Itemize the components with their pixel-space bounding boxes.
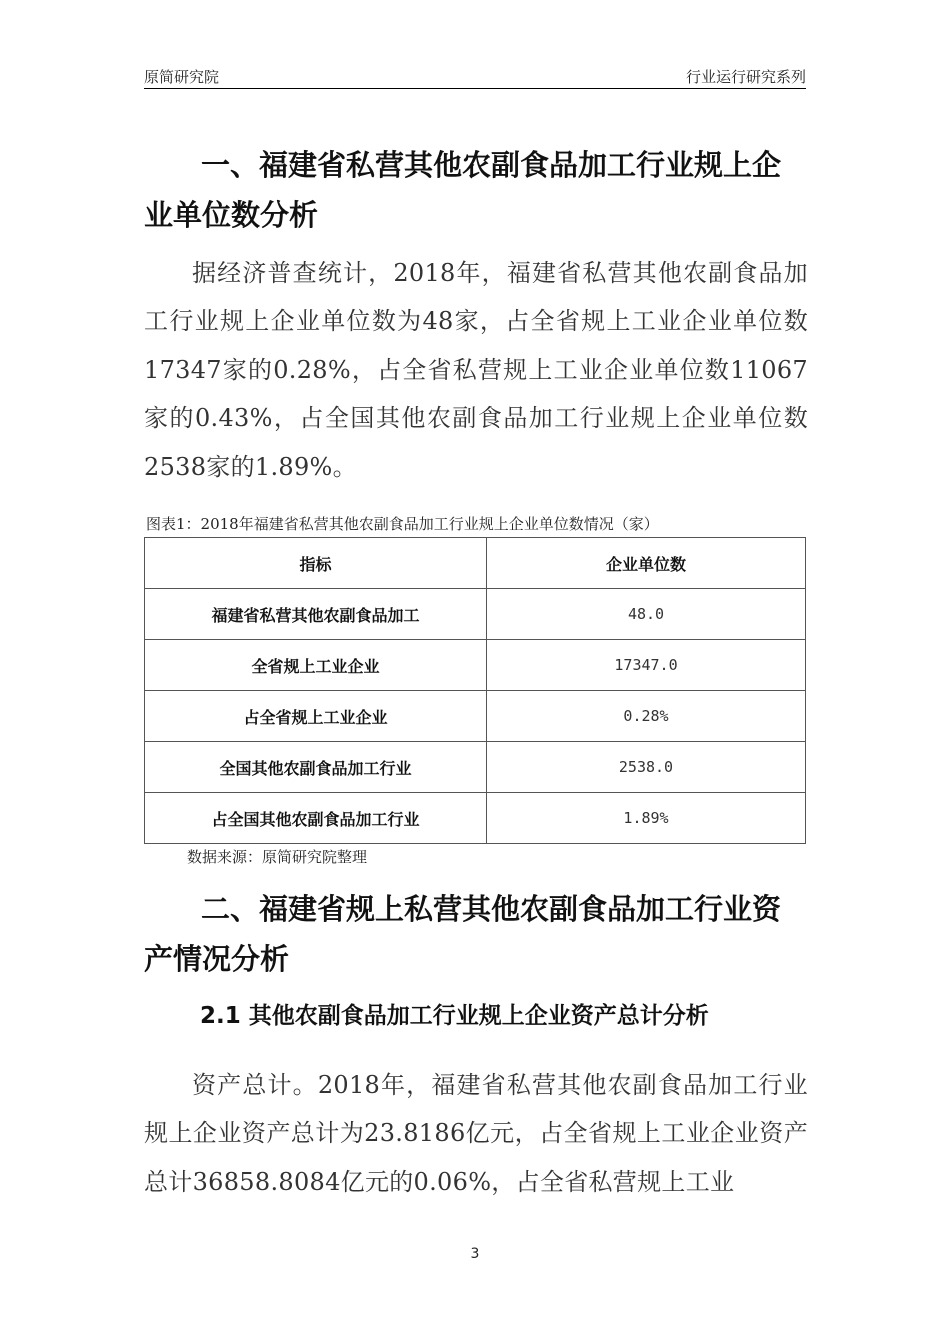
table-row [145,589,806,640]
table-row [145,793,806,844]
column-header-count: 企业单位数 [487,538,806,589]
row-label: 占全国其他农副食品加工行业 [145,793,487,844]
table-row [145,640,806,691]
row-label: 全国其他农副食品加工行业 [145,742,487,793]
row-value: 17347.0 [487,640,806,691]
section-1-heading [144,140,808,240]
section-1-title: 一、福建省私营其他农副食品加工行业规上企业单位数分析 [144,148,782,232]
row-label: 占全省规上工业企业 [145,691,487,742]
row-value: 0.28% [487,691,806,742]
row-value: 48.0 [487,589,806,640]
table-header-row [145,538,806,589]
section-2-title: 二、福建省规上私营其他农副食品加工行业资产情况分析 [144,892,782,976]
column-header-indicator: 指标 [145,538,487,589]
header-org-name: 原简研究院 [144,68,220,86]
table-row [145,691,806,742]
row-value: 1.89% [487,793,806,844]
enterprise-count-table [144,537,806,844]
table-source-note: 数据来源：原简研究院整理 [187,848,368,866]
table-caption: 图表1：2018年福建省私营其他农副食品加工行业规上企业单位数情况（家） [146,515,659,533]
section-2-heading [144,884,808,984]
table-row [145,742,806,793]
header-divider [144,88,806,89]
subsection-2-1-heading: 2.1 其他农副食品加工行业规上企业资产总计分析 [200,1003,709,1029]
row-value: 2538.0 [487,742,806,793]
page-number: 3 [470,1246,480,1262]
header-series-name: 行业运行研究系列 [685,68,806,86]
section-2-paragraph: 资产总计。2018年，福建省私营其他农副食品加工行业规上企业资产总计为23.8186亿元，占全省规上工业企业资产总计36858.8084亿元的0.06%，占全省私营规上工业 [144,1071,808,1196]
section-1-paragraph: 据经济普查统计，2018年，福建省私营其他农副食品加工行业规上企业单位数为48家，占全省规上工业企业单位数17347家的0.28%，占全省私营规上工业企业单位数11067家的0.43%，占全国其他农副食品加工行业规上企业单位数2538家的1.89%。 [144,259,808,481]
row-label: 福建省私营其他农副食品加工 [145,589,487,640]
row-label: 全省规上工业企业 [145,640,487,691]
